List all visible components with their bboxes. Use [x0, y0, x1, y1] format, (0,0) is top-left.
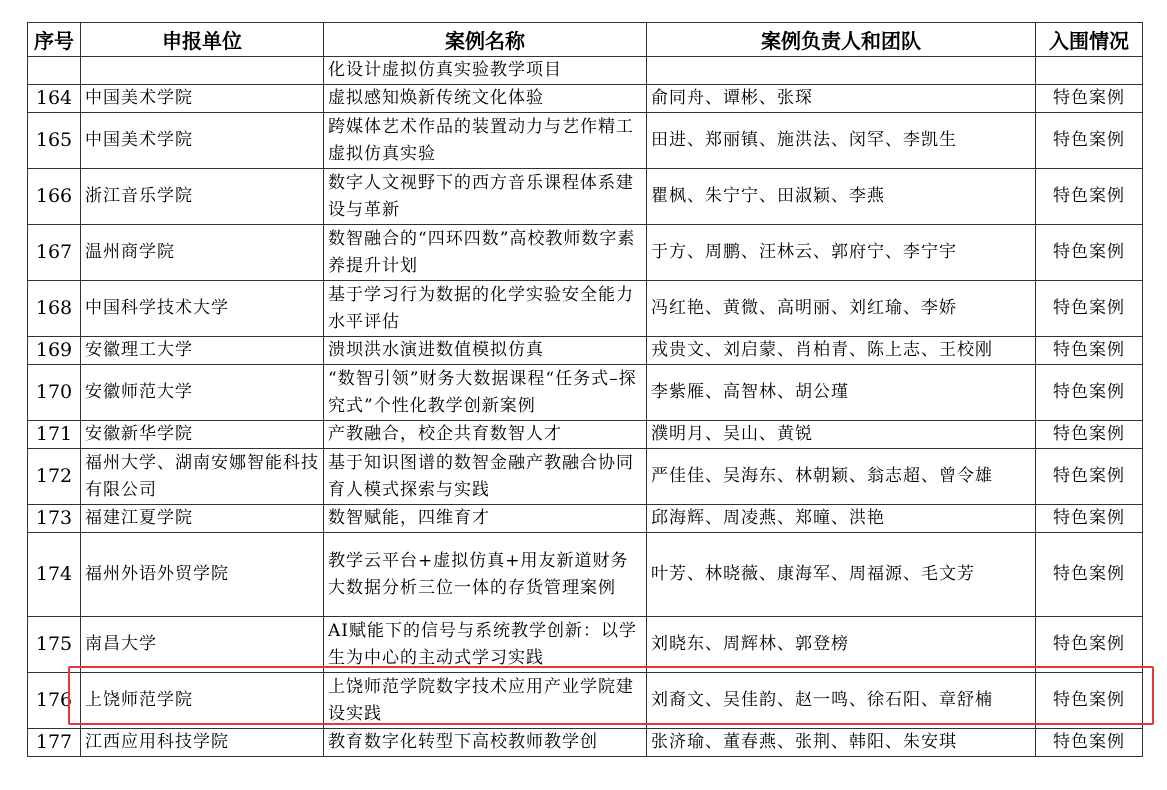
cell-case-name: 教育数字化转型下高校教师教学创	[324, 729, 647, 757]
cell-status: 特色案例	[1036, 225, 1143, 281]
cell-case-name: 上饶师范学院数字技术应用产业学院建设实践	[324, 673, 647, 729]
cell-unit: 中国美术学院	[81, 85, 324, 113]
cell-case-name: 虚拟感知焕新传统文化体验	[324, 85, 647, 113]
cell-team: 刘裔文、吴佳韵、赵一鸣、徐石阳、章舒楠	[647, 673, 1036, 729]
cell-case-name: 化设计虚拟仿真实验教学项目	[324, 57, 647, 85]
cell-no: 168	[28, 281, 81, 337]
table-row	[28, 421, 1143, 449]
highlight-box	[68, 666, 1154, 725]
cell-case-name: AI赋能下的信号与系统教学创新：以学生为中心的主动式学习实践	[324, 617, 647, 673]
cell-status: 特色案例	[1036, 673, 1143, 729]
cell-case-name: 数字人文视野下的西方音乐课程体系建设与革新	[324, 169, 647, 225]
cell-status: 特色案例	[1036, 729, 1143, 757]
cell-status: 特色案例	[1036, 365, 1143, 421]
cell-no: 175	[28, 617, 81, 673]
cell-no: 165	[28, 113, 81, 169]
table-row	[28, 617, 1143, 673]
cell-case-name: 溃坝洪水演进数值模拟仿真	[324, 337, 647, 365]
cell-team: 张济瑜、董春燕、张荆、韩阳、朱安琪	[647, 729, 1036, 757]
header-row	[28, 23, 1143, 57]
cell-case-name: 基于知识图谱的数智金融产教融合协同育人模式探索与实践	[324, 449, 647, 505]
cell-status: 特色案例	[1036, 113, 1143, 169]
cell-team: 叶芳、林晓薇、康海军、周福源、毛文芳	[647, 533, 1036, 617]
cell-status: 特色案例	[1036, 449, 1143, 505]
header-unit: 申报单位	[81, 23, 324, 57]
cell-team: 戎贵文、刘启蒙、肖柏青、陈上志、王校刚	[647, 337, 1036, 365]
cell-case-name: 数智融合的“四环四数”高校教师数字素养提升计划	[324, 225, 647, 281]
table-row	[28, 225, 1143, 281]
table-row	[28, 365, 1143, 421]
cell-status: 特色案例	[1036, 281, 1143, 337]
cell-no: 164	[28, 85, 81, 113]
cell-unit: 福建江夏学院	[81, 505, 324, 533]
cell-status: 特色案例	[1036, 421, 1143, 449]
cell-team: 于方、周鹏、汪林云、郭府宁、李宁宇	[647, 225, 1036, 281]
cell-team: 俞同舟、谭彬、张琛	[647, 85, 1036, 113]
cell-no: 166	[28, 169, 81, 225]
cell-case-name: 产教融合，校企共育数智人才	[324, 421, 647, 449]
cell-unit: 江西应用科技学院	[81, 729, 324, 757]
cell-no: 170	[28, 365, 81, 421]
cell-unit: 温州商学院	[81, 225, 324, 281]
cell-no: 176	[28, 673, 81, 729]
cell-case-name: 教学云平台+虚拟仿真+用友新道财务大数据分析三位一体的存货管理案例	[324, 533, 647, 617]
cell-status: 特色案例	[1036, 85, 1143, 113]
case-table	[27, 22, 1143, 757]
table-row	[28, 281, 1143, 337]
cell-no: 172	[28, 449, 81, 505]
cell-unit	[81, 57, 324, 85]
cell-no: 177	[28, 729, 81, 757]
cell-team: 严佳佳、吴海东、林朝颖、翁志超、曾令雄	[647, 449, 1036, 505]
cell-unit: 中国美术学院	[81, 113, 324, 169]
table-row	[28, 85, 1143, 113]
cell-team: 田进、郑丽镇、施洪法、闵罕、李凯生	[647, 113, 1036, 169]
cell-unit: 安徽新华学院	[81, 421, 324, 449]
cell-status	[1036, 57, 1143, 85]
cell-unit: 浙江音乐学院	[81, 169, 324, 225]
cell-team	[647, 57, 1036, 85]
cell-case-name: 数智赋能，四维育才	[324, 505, 647, 533]
cell-team: 濮明月、吴山、黄锐	[647, 421, 1036, 449]
cell-status: 特色案例	[1036, 337, 1143, 365]
table-row	[28, 169, 1143, 225]
cell-status: 特色案例	[1036, 617, 1143, 673]
cell-no: 174	[28, 533, 81, 617]
cell-no: 171	[28, 421, 81, 449]
cell-status: 特色案例	[1036, 169, 1143, 225]
cell-no: 167	[28, 225, 81, 281]
cell-unit: 南昌大学	[81, 617, 324, 673]
cell-team: 冯红艳、黄微、高明丽、刘红瑜、李娇	[647, 281, 1036, 337]
cell-team: 李紫雁、高智林、胡公瑾	[647, 365, 1036, 421]
table-row	[28, 337, 1143, 365]
cell-status: 特色案例	[1036, 533, 1143, 617]
cell-unit: 上饶师范学院	[81, 673, 324, 729]
cell-case-name: 基于学习行为数据的化学实验安全能力水平评估	[324, 281, 647, 337]
cell-no: 173	[28, 505, 81, 533]
cell-case-name: “数智引领”财务大数据课程“任务式–探究式”个性化教学创新案例	[324, 365, 647, 421]
table-row	[28, 449, 1143, 505]
cell-no	[28, 57, 81, 85]
table-row	[28, 505, 1143, 533]
cell-team: 邱海辉、周凌燕、郑曈、洪艳	[647, 505, 1036, 533]
cell-unit: 福州外语外贸学院	[81, 533, 324, 617]
table-row-continuation	[28, 57, 1143, 85]
header-status: 入围情况	[1036, 23, 1143, 57]
cell-team: 刘晓东、周辉林、郭登榜	[647, 617, 1036, 673]
table-row	[28, 113, 1143, 169]
header-no: 序号	[28, 23, 81, 57]
cell-status: 特色案例	[1036, 505, 1143, 533]
cell-unit: 安徽理工大学	[81, 337, 324, 365]
cell-unit: 福州大学、湖南安娜智能科技有限公司	[81, 449, 324, 505]
cell-unit: 安徽师范大学	[81, 365, 324, 421]
cell-case-name: 跨媒体艺术作品的装置动力与艺作精工虚拟仿真实验	[324, 113, 647, 169]
header-team: 案例负责人和团队	[647, 23, 1036, 57]
table-row	[28, 533, 1143, 617]
cell-unit: 中国科学技术大学	[81, 281, 324, 337]
header-case-name: 案例名称	[324, 23, 647, 57]
table-row	[28, 729, 1143, 757]
cell-team: 瞿枫、朱宁宁、田淑颖、李燕	[647, 169, 1036, 225]
cell-no: 169	[28, 337, 81, 365]
